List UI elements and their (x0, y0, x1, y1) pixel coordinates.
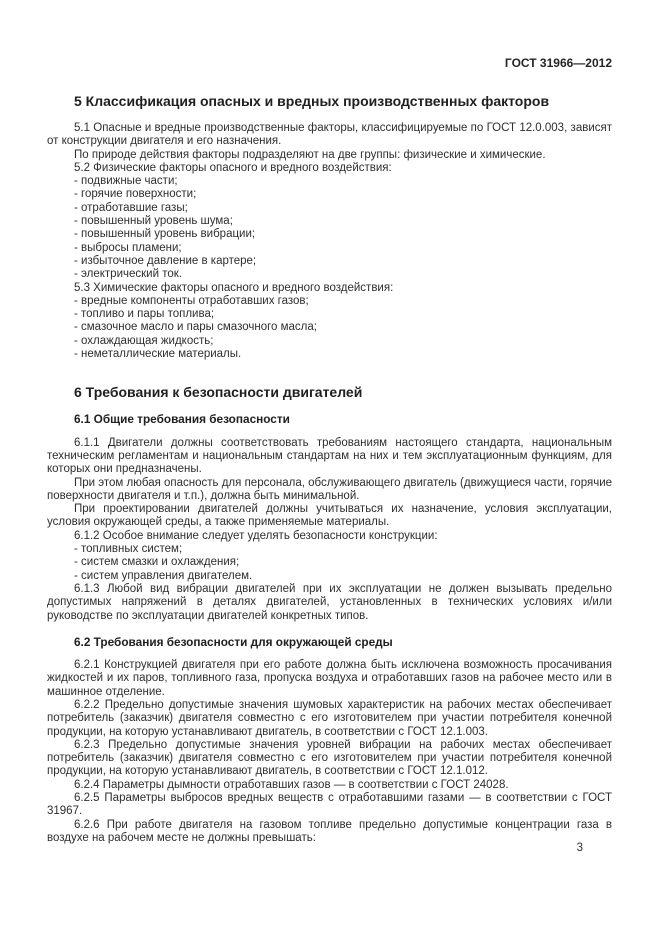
paragraph: При этом любая опасность для персонала, обслуживающего двигатель (движущиеся части, горячие поверхности двигателя и т.п.), должна быть минимальной. (47, 476, 613, 502)
paragraph: 6.1.3 Любой вид вибрации двигателей при их эксплуатации не должен вызывать предельно допустимых напряжений в деталях двигателей, установленных в технических условиях и/или руководстве по эксплуатации двигателей конкретных типов. (47, 582, 612, 622)
list-item: - подвижные части; (74, 175, 178, 188)
paragraph: 6.2.1 Конструкцией двигателя при его работе должна быть исключена возможность просачивания жидкостей и их паров, топливного газа, пропуска воздуха и отработавших газов на рабочее место или в машинное отделение. (47, 659, 612, 698)
list-item: - охлаждающая жидкость; (74, 334, 214, 347)
list-item: - систем управления двигателем. (74, 569, 253, 582)
list-item: - топливо и пары топлива; (74, 308, 215, 321)
page-number: 3 (576, 842, 583, 854)
paragraph: 5.1 Опасные и вредные производственные факторы, классифицируемые по ГОСТ 12.0.003, зависят от конструкции двигателя и его назначения. (47, 122, 612, 148)
list-item: - электрический ток. (74, 268, 182, 281)
paragraph: 6.2.3 Предельно допустимые значения уровней вибрации на рабочих местах обеспечивает потребитель (заказчик) двигателя совместно с его изготовителем при участии потребителя конечной продукции, на которую устанавливают двигатель, в соответствии с ГОСТ 12.1.012. (47, 738, 612, 778)
list-item: - горячие поверхности; (74, 188, 197, 201)
paragraph: 6.2.4 Параметры дымности отработавших газов — в соответствии с ГОСТ 24028. (74, 778, 509, 791)
list-item: - повышенный уровень шума; (74, 215, 233, 228)
list-item: - вредные компоненты отработавших газов; (74, 294, 309, 307)
paragraph: 6.2.6 При работе двигателя на газовом топливе предельно допустимые концентрации газа в воздухе на рабочем месте не должны превышать: (47, 818, 612, 844)
list-item: - неметаллические материалы. (74, 348, 242, 361)
paragraph: 6.1.2 Особое внимание следует уделять безопасности конструкции: (74, 529, 438, 542)
paragraph: 5.2 Физические факторы опасного и вредного воздействия: (74, 161, 392, 174)
paragraph: При проектировании двигателей должны учитываться их назначение, условия эксплуатации, условия окружающей среды, а также применяемые материалы. (47, 503, 612, 529)
list-item: - выбросы пламени; (74, 241, 182, 254)
subsection-heading: 6.1 Общие требования безопасности (74, 412, 290, 427)
list-item: - топливных систем; (74, 543, 183, 556)
paragraph: 5.3 Химические факторы опасного и вредного воздействия: (74, 281, 394, 294)
paragraph: 6.1.1 Двигатели должны соответствовать требованиям настоящего стандарта, национальным техническим регламентам и национальным стандартам на них и тем эксплуатационным функциям, для которых они предназначены. (47, 436, 612, 476)
paragraph: 6.2.5 Параметры выбросов вредных веществ с отработавшими газами — в соответствии с ГОСТ 31967. (47, 792, 612, 818)
list-item: - смазочное масло и пары смазочного масла; (74, 321, 317, 334)
document-body (47, 93, 612, 845)
list-item: - повышенный уровень вибрации; (74, 228, 256, 241)
subsection-heading: 6.2 Требования безопасности для окружающей среды (74, 634, 393, 649)
section-heading: 5 Классификация опасных и вредных производственных факторов (74, 93, 550, 109)
section-heading: 6 Требования к безопасности двигателей (74, 384, 363, 401)
list-item: - отработавшие газы; (74, 201, 188, 214)
document-code: ГОСТ 31966—2012 (504, 56, 612, 70)
list-item: - систем смазки и охлаждения; (74, 556, 240, 569)
paragraph: 6.2.2 Предельно допустимые значения шумовых характеристик на рабочих местах обеспечивает потребитель (заказчик) двигателя совместно с его изготовителем при участии потребителя конечной продукции, на которую устанавливают двигатель, в соответствии с ГОСТ 12.1.003. (47, 698, 612, 738)
paragraph: По природе действия факторы подразделяют на две группы: физические и химические. (74, 148, 546, 161)
list-item: - избыточное давление в картере; (74, 254, 257, 267)
